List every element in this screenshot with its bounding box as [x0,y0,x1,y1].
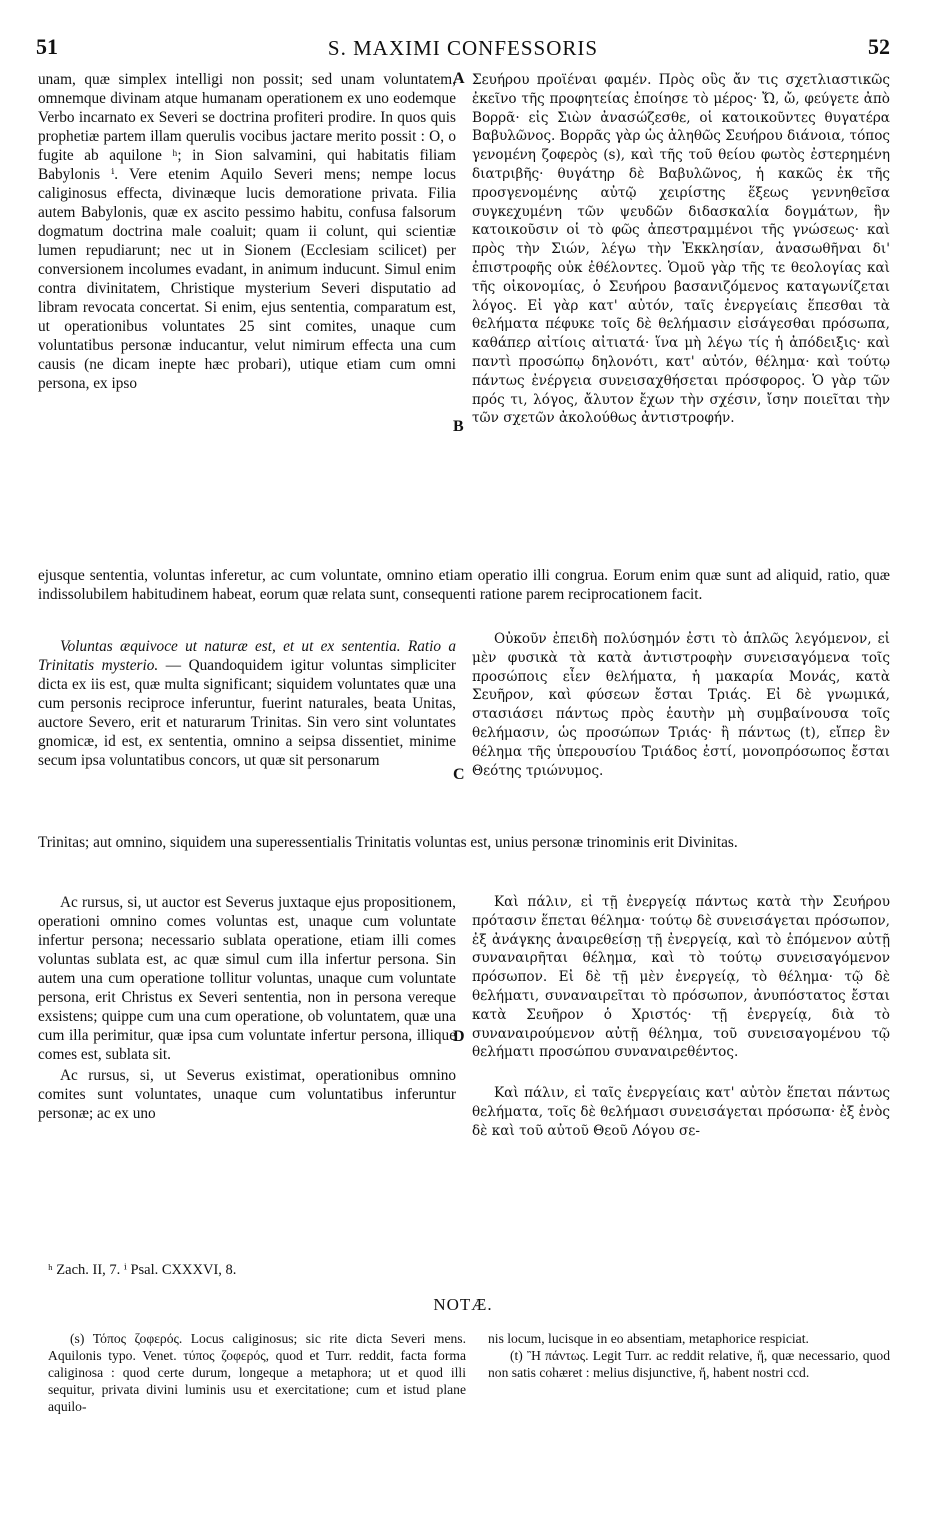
latin-paragraph: Ac rursus, si, ut Severus existimat, operationibus omnino comites sunt voluntates, unaque cum voluntatibus inferuntur personæ; ac ex uno [38,1067,456,1122]
greek-paragraph: Καὶ πάλιν, εἰ τῇ ἐνεργείᾳ πάντως κατὰ τὴν Σευήρου πρότασιν ἕπεται θέλημα· τούτῳ δὲ συνεισάγεται πρόσωπον, ἐξ ἀνάγκης ἀναιρεθείσῃ τῇ ἐνεργείᾳ, καὶ τὸ ἑπόμενον αὐτῇ συναναιρῆται θέλημα, καὶ τὸ τούτῳ συνεισαγόμενον πρόσωπον. Εἰ δὲ τῇ μὲν ἐνεργείᾳ, τὸ θέλημα· τῷ δὲ θελήματι, συναναιρεῖται τὸ πρόσωπον, ἀνυπόστατος ἔσται κατὰ Σευῆρον ὁ Χριστός· τῇ ἐνεργείᾳ, διὰ τὸ συναναιρούμενον αὐτῇ θέλημα, τοῦ συνεισαγομένου τῷ θελήματι προσώπου συναναιρεθέντος. [472,894,890,1061]
latin-paragraph-continuation: ejusque sententia, voluntas inferetur, ac cum voluntate, omnino etiam operatio illi congrua. Eorum enim quæ sunt ad aliquid, ratio, quæ indissolubilem habitudinem habeat, eorum quæ relata sunt, consequenti ratione parem reciprocationem facit. [38,567,890,603]
note-text: (t) Ἢ πάντως. Legit Turr. ac reddit relative, ἥ, quæ necessario, quod non satis cohæret : melius disjunctive, ἤ, habent nostri ccd. [488,1348,890,1380]
latin-column-section-1 [38,70,456,393]
greek-column-section-1 [472,71,890,428]
section-heading: Voluntas æquivoce ut naturæ est, et ut ex sententia. Ratio a Trinitatis mysterio. [38,638,456,674]
latin-paragraph [38,637,456,770]
latin-column-section-2 [38,637,456,770]
page-header [36,34,890,64]
greek-paragraph: Οὐκοῦν ἐπειδὴ πολύσημόν ἐστι τὸ ἁπλῶς λεγόμενον, εἰ μὲν φυσικὰ τὰ κατὰ ἀντιστροφὴν συνεισαγόμενα τοῖς προσώποις εἶεν θελήματα, ἡ μακαρία Μονάς, κατὰ Σευῆρον, καὶ φύσεων ἔσται Τριάς. Εἰ δὲ γνωμικά, στασιάσει πάντως πρὸς ἑαυτὴν μὴ συμβαίνουσα τοῖς θελήμασιν, ὡς προσώπων Τριάς· ἢ πάντως (t), εἴπερ ἓν θέλημα τῆς ὑπερουσίου Τριάδος ἐστί, μονοπρόσωπος ἔσται Θεότης τριώνυμος. [472,631,890,779]
margin-letter-c: C [453,766,465,783]
running-title: S. MAXIMI CONFESSORIS [327,36,599,60]
latin-paragraph: Ac rursus, si, ut auctor est Severus juxtaque ejus propositionem, operationi omnino comes voluntas est, unaque cum voluntate infertur persona; necessario sublata operatione, etiam illi comes voluntas sublata est, ac quæ simul cum illa infertur persona. Sin autem una cum operatione tollitur voluntas, unaque cum voluntate persona, erit Christus ex Severi sententia, non in persona vereque exsistens; quippe cum una cum operatione, ob voluntatem, quæ una cum illa perimitur, quæ ipsa cum voluntate infertur persona, illique comes est, sublata sit. [38,894,456,1063]
page-number-right: 52 [868,34,890,59]
scripture-footnotes: ʰ Zach. II, 7. ⁱ Psal. CXXXVI, 8. [48,1262,237,1278]
margin-letter-a: A [453,70,465,87]
note-s [48,1330,466,1415]
margin-letter-b: B [453,418,464,435]
note-text: (s) Τόπος ζοφερός. Locus caliginosus; sic rite dicta Severi mens. Aquilonis typo. Venet. τύπος ζοφερός, quod et Turr. reddit, facta forma caliginosa : quod certe durum, longeque a metaphora; ut et quod illi sequitur, privata divini luminis usu et exercitatione; cum et istud plane aquilo- [48,1331,466,1414]
latin-full-width-2 [38,833,890,852]
latin-full-width-1 [38,566,890,604]
latin-paragraph-text: — Quandoquidem igitur voluntas simpliciter dicta ex iis est, quæ multa significant; siquidem voluntates quæ una cum personis reciproce inferuntur, fuerint naturales, beata Unitas, auctore Severo, erit et naturarum Trinitas. Sin vero sint voluntates gnomicæ, id est, ex sententia, omnino a seipsa dissentiet, minime secum ipsa voluntatibus concors, ut quæ sit personarum [38,657,456,769]
greek-paragraph: Σευήρου προϊέναι φαμέν. Πρὸς οὓς ἄν τις σχετλιαστικῶς ἐκεῖνο τῆς προφητείας ἐποίησε τὸ μέρος· Ὤ, ὤ, φεύγετε ἀπὸ Βορρᾶ· εἰς Σιὼν ἀνασώζεσθε, οἱ κατοικοῦντες θυγατέρα Βαβυλῶνος. Βορρᾶς γὰρ ὡς ἀληθῶς Σευήρου διάνοια, τόπος γενομένη ζοφερὸς (s), καὶ τῆς τοῦ θείου φωτὸς ἐστερημένη διατριβῆς· θυγάτηρ δὲ Βαβυλῶνος, ἡ κακῶς ἐκ τῆς προσγενομένης αὐτῷ χειρίστης ἕξεως γεννηθεῖσα συγκεχυμένη τῶν ψευδῶν διδασκαλία δογμάτων, ἣν κατοικοῦσιν οἱ τὸ φῶς ἀπεστραμμένοι τῆς γνώσεως· καὶ πρὸς τὴν Σιών, λέγω τὴν Ἐκκλησίαν, ἀνασωθῆναι δι' ἐπιστροφῆς οὐκ ἐθέλοντες. Ὁμοῦ γὰρ τῆς τε θεολογίας καὶ τῆς οἰκονομίας, ὁ Σευήρου βασανιζόμενος καταγωνίζεται λόγος. Εἰ γὰρ κατ' αὐτόν, ταῖς ἐνεργείαις ἕπεσθαι τὰ θελήματα πέφυκε τοῖς δὲ θελήμασιν εἰσάγεσθαι πρόσωπα, καθάπερ αἰτίοις αἰτιατά· ἵνα μὴ λέγω τίς ἡ ἀπόδειξις· καὶ παντὶ προσώπῳ δηλονότι, κατ' αὐτόν, θέλημα· καὶ τούτῳ πάντως ἐνέργεια συνεισαχθήσεται πρόσφορος. Ὁ γὰρ τῶν πρός τι, λόγος, ἄλυτον ἔχων τὴν σχέσιν, ἴσην ποιεῖται τὴν τῶν σχετῶν ἀκολούθως ἀντιστροφήν. [472,72,890,427]
note-t [488,1330,890,1381]
notes-title: NOTÆ. [433,1295,493,1314]
note-continuation: nis locum, lucisque in eo absentiam, metaphorice respiciat. [488,1331,809,1346]
greek-column-section-2 [472,630,890,780]
latin-column-section-3 [38,893,456,1123]
margin-letter-d: D [453,1028,465,1045]
latin-paragraph: unam, quæ simplex intelligi non possit; sed unam voluntatem, omnemque divinam atque humanam operationem ex uno eodemque Verbo incarnato ex Severi se doctrina profiteri prodire. In quos quis prophetiæ partem illam querulis vocibus jactare merito possit : O, o fugite ab aquilone ʰ; in Sion salvamini, qui habitatis filiam Babylonis ⁱ. Vere etenim Aquilo Severi mens; nempe locus caliginosus effecta, divinæque lucis demoratione privata. Filia autem Babylonis, quæ ex ascito pessimo habitu, confusa falsorum dogmatum doctrina male coaluit; quam ii colunt, qui scientiæ lumen repudiarunt; nec ut in Sionem (Ecclesiam scilicet) per conversionem incolumes evadant, in animum inducunt. Simul enim contra divinitatem, Christique mysterium Severi disputatio ad libram revocata concertat. Si enim, ejus sententia, comparatum est, ut operationibus voluntates 25 sint comites, unaque cum voluntatibus personæ inducantur, velut nimirum effecta una cum causis (ne dicam inepte hæc probari), utique etiam cum omni persona, ex ipso [38,71,456,392]
greek-column-section-3 [472,893,890,1141]
page-number-left: 51 [36,34,58,59]
greek-paragraph: Καὶ πάλιν, εἰ ταῖς ἐνεργείαις κατ' αὐτὸν ἕπεται πάντως θελήματα, τοῖς δὲ θελήμασι συνεισάγεται πρόσωπα· ἐξ ἑνὸς δὲ καὶ τοῦ αὐτοῦ Θεοῦ Λόγου σε- [472,1085,890,1139]
latin-paragraph-continuation: Trinitas; aut omnino, siquidem una superessentialis Trinitatis voluntas est, unius personæ trinominis erit Divinitas. [38,834,738,851]
